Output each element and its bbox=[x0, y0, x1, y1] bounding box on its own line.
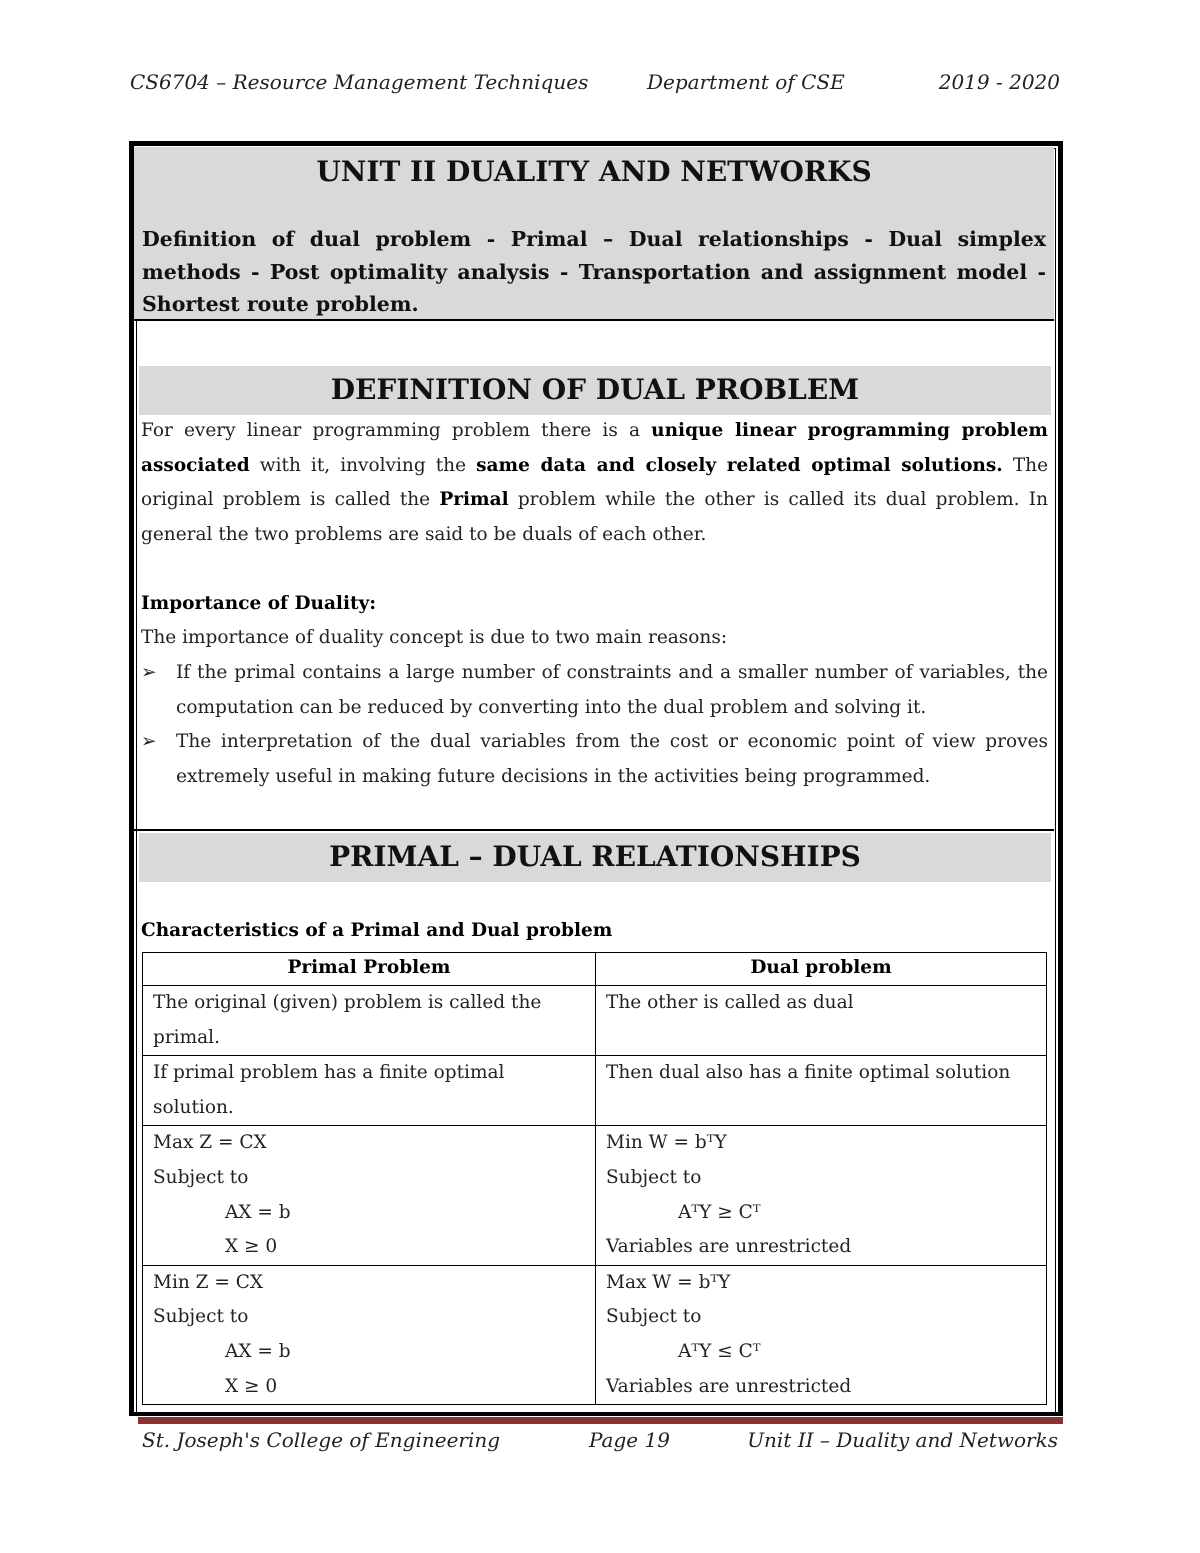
table-header-row bbox=[143, 953, 1047, 986]
table-cell: Max Z = CX Subject to AX = b X ≥ 0 bbox=[143, 1126, 596, 1265]
unit-box bbox=[134, 147, 1054, 321]
table-cell: Then dual also has a finite optimal solution bbox=[596, 1056, 1047, 1126]
table-row bbox=[143, 1265, 1047, 1404]
table-cell: The original (given) problem is called the primal. bbox=[143, 986, 596, 1056]
table-cell: Max W = bᵀY Subject to AᵀY ≤ Cᵀ Variables are unrestricted bbox=[596, 1265, 1047, 1404]
column-header-primal: Primal Problem bbox=[143, 953, 596, 986]
table-row bbox=[143, 1056, 1047, 1126]
importance-intro: The importance of duality concept is due to two main reasons: bbox=[141, 627, 728, 648]
header-year: 2019 - 2020 bbox=[938, 70, 1060, 94]
column-header-dual: Dual problem bbox=[596, 953, 1047, 986]
section-divider bbox=[134, 829, 1054, 831]
table-row bbox=[143, 1126, 1047, 1265]
header-course: CS6704 – Resource Management Techniques bbox=[130, 70, 589, 94]
unit-title: UNIT II DUALITY AND NETWORKS bbox=[316, 155, 872, 188]
table-cell: Min W = bᵀY Subject to AᵀY ≥ Cᵀ Variables are unrestricted bbox=[596, 1126, 1047, 1265]
table-caption: Characteristics of a Primal and Dual problem bbox=[141, 920, 613, 941]
unit-description: Definition of dual problem - Primal – Dual relationships - Dual simplex methods - Post optimality analysis - Transportation and assignment model - Shortest route problem. bbox=[142, 227, 1046, 316]
table-cell: The other is called as dual bbox=[596, 986, 1047, 1056]
footer-page-number: Page 19 bbox=[589, 1428, 670, 1452]
footer-rule bbox=[138, 1417, 1063, 1424]
header-department: Department of CSE bbox=[647, 70, 845, 94]
table-cell: Min Z = CX Subject to AX = b X ≥ 0 bbox=[143, 1265, 596, 1404]
arrow-bullet-icon: ➢ bbox=[141, 731, 157, 752]
section-heading-definition: DEFINITION OF DUAL PROBLEM bbox=[139, 366, 1051, 415]
footer-unit: Unit II – Duality and Networks bbox=[747, 1428, 1058, 1452]
footer-college: St. Joseph's College of Engineering bbox=[142, 1428, 501, 1452]
primal-dual-table bbox=[142, 952, 1047, 1405]
table-row bbox=[143, 986, 1047, 1056]
arrow-bullet-icon: ➢ bbox=[141, 662, 157, 683]
list-item: ➢ If the primal contains a large number of constraints and a smaller number of variables, the computation can be reduced by converting into the dual problem and solving it. bbox=[141, 656, 1048, 725]
table-cell: If primal problem has a finite optimal solution. bbox=[143, 1056, 596, 1126]
definition-paragraph: For every linear programming problem there is a unique linear programming problem associated with it, involving the same data and closely related optimal solutions. The original problem is called the Primal problem while the other is called its dual problem. In general the two problems are said to be duals of each other. bbox=[141, 420, 1049, 546]
importance-heading: Importance of Duality: bbox=[141, 593, 377, 614]
section-heading-primal-dual: PRIMAL – DUAL RELATIONSHIPS bbox=[139, 833, 1051, 882]
list-item: ➢ The interpretation of the dual variables from the cost or economic point of view proves extremely useful in making future decisions in the activities being programmed. bbox=[141, 725, 1048, 794]
